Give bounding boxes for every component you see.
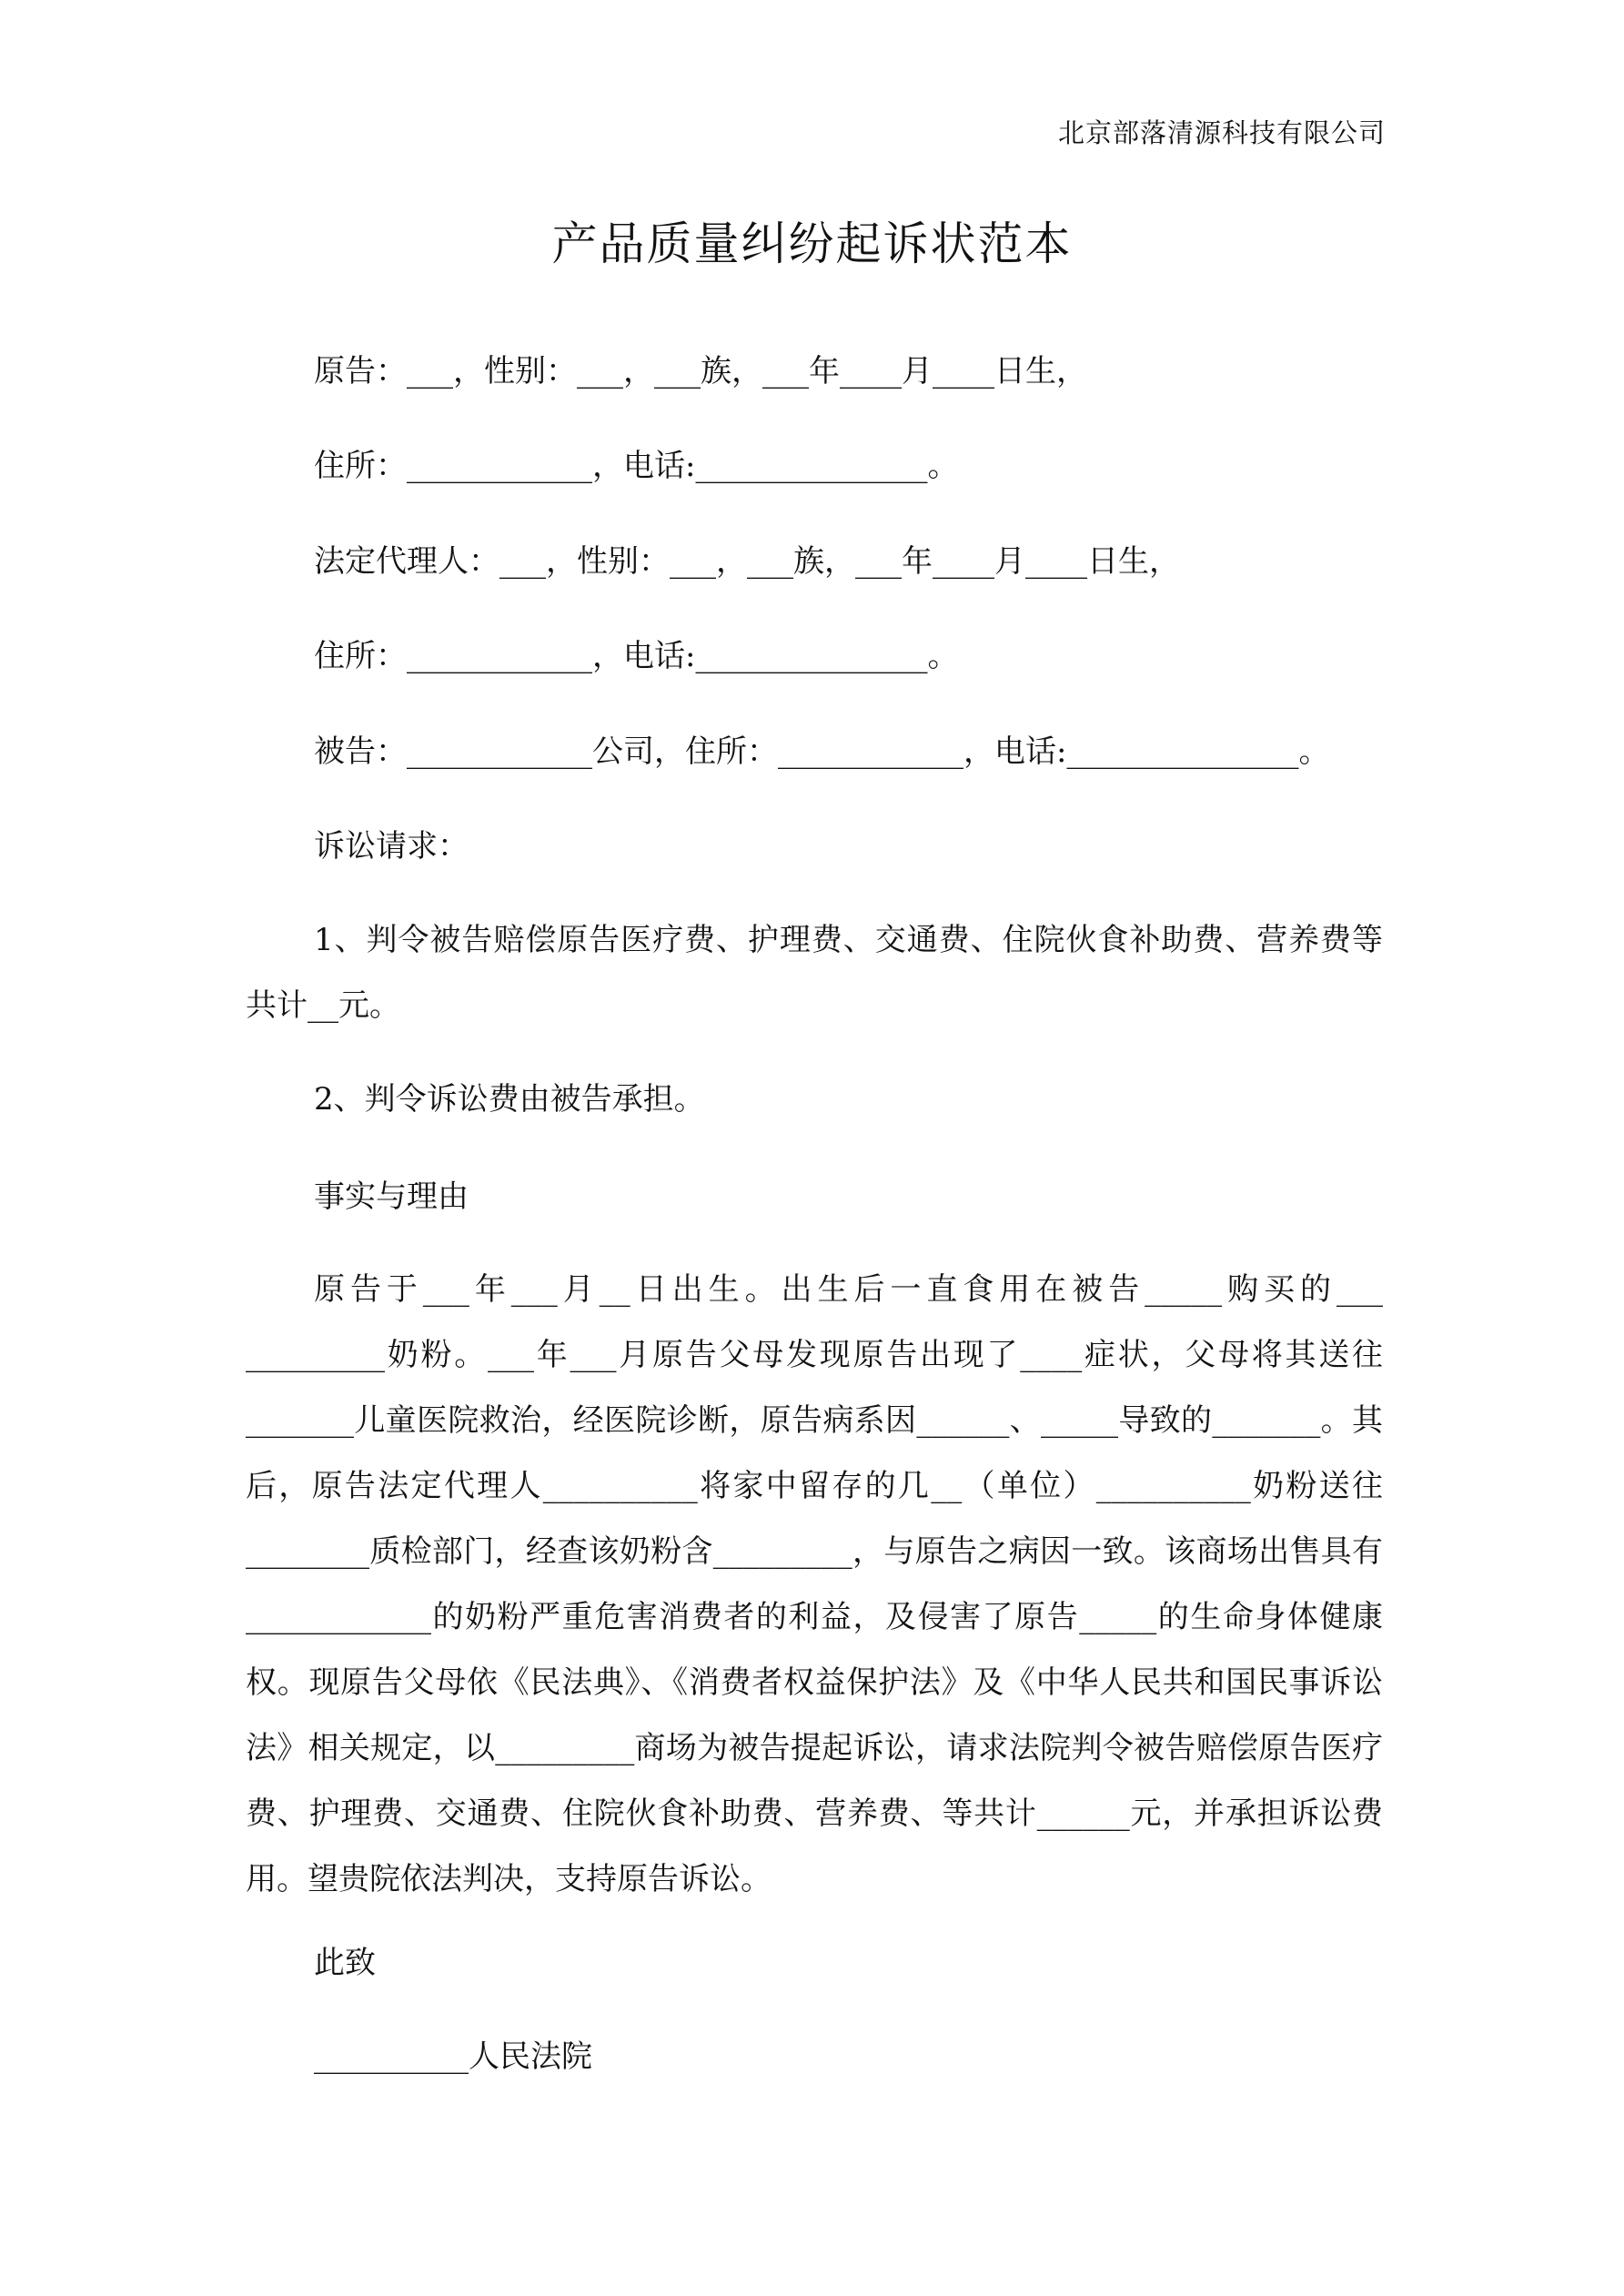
claims-heading: 诉讼请求：: [314, 828, 469, 865]
document-title: 产品质量纠纷起诉状范本: [551, 217, 1073, 270]
court-line: __________人民法院: [314, 2038, 592, 2075]
facts-heading: 事实与理由: [314, 1178, 469, 1215]
claim-item: 2、判令诉讼费由被告承担。: [314, 1081, 705, 1118]
plaintiff-address-line: 住所：____________，电话:_______________。: [314, 448, 959, 484]
company-header: 北京部落清源科技有限公司: [1057, 117, 1386, 148]
closing-text: 此致: [314, 1945, 376, 1981]
defendant-line: 被告：____________公司，住所：____________，电话:_______________。: [314, 733, 1330, 770]
plaintiff-line: 原告：___，性别：___，___族，___年____月____日生，: [314, 353, 1087, 389]
claim-item: 1、判令被告赔偿原告医疗费、护理费、交通费、住院伙食补助费、营养费等共计__元。: [246, 922, 1383, 1024]
agent-line: 法定代理人：___，性别：___，___族，___年____月____日生，: [314, 543, 1180, 580]
agent-address-line: 住所：____________，电话:_______________。: [314, 638, 959, 674]
facts-body: 原告于___年___月__日出生。出生后一直食用在被告_____购买的___ _________奶粉。___年___月原告父母发现原告出现了____症状，父母将其送往_______儿童医院救治，经医院诊断，原告病系因______、_____导致的_______。其后，原告法定代理人__________将家中留存的几__（单位）__________奶粉送往________质检部门，经查该奶粉含_________，与原告之病因一致。该商场出售具有____________的奶粉严重危害消费者的利益，及侵害了原告_____的生命身体健康权。现原告父母依《民法典》、《消费者权益保护法》及《中华人民共和国民事诉讼法》相关规定，以_________商场为被告提起诉讼，请求法院判令被告赔偿原告医疗费、护理费、交通费、住院伙食补助费、营养费、等共计______元，并承担诉讼费用。望贵院依法判决，支持原告诉讼。: [246, 1271, 1383, 1897]
